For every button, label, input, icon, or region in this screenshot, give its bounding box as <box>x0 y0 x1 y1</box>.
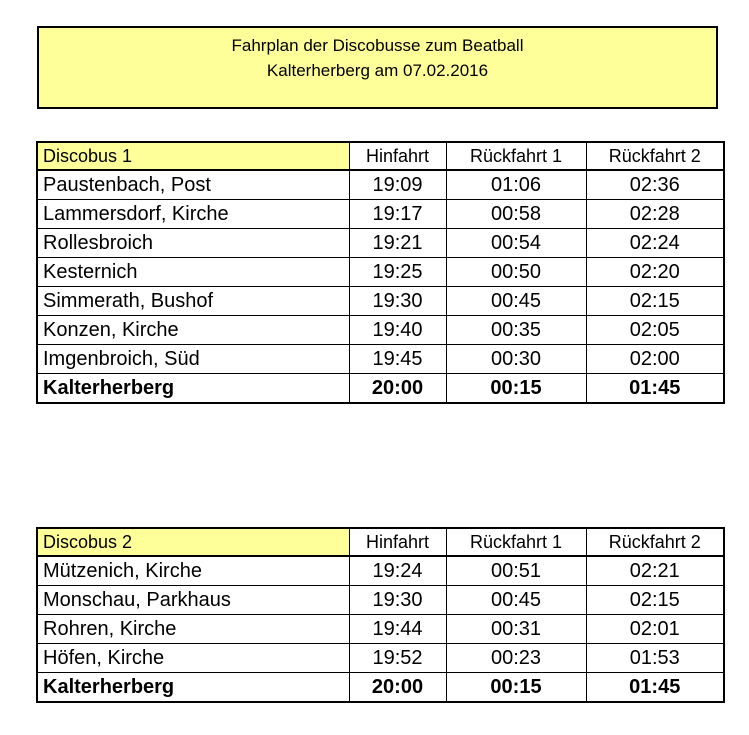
table-row <box>37 200 724 229</box>
time-rueckfahrt-2: 02:05 <box>586 316 724 345</box>
table-row-destination <box>37 673 724 703</box>
table-row <box>37 615 724 644</box>
stop-name: Simmerath, Bushof <box>37 287 349 316</box>
time-rueckfahrt-1: 00:15 <box>446 374 586 404</box>
bus-name: Discobus 1 <box>37 142 349 170</box>
time-hinfahrt: 19:40 <box>349 316 446 345</box>
time-hinfahrt: 19:30 <box>349 287 446 316</box>
stop-name: Mützenich, Kirche <box>37 556 349 586</box>
time-rueckfahrt-2: 02:01 <box>586 615 724 644</box>
table-row <box>37 556 724 586</box>
time-hinfahrt: 19:17 <box>349 200 446 229</box>
time-rueckfahrt-1: 00:45 <box>446 287 586 316</box>
time-rueckfahrt-2: 02:21 <box>586 556 724 586</box>
time-rueckfahrt-1: 00:15 <box>446 673 586 703</box>
time-hinfahrt: 19:45 <box>349 345 446 374</box>
table-row-destination <box>37 374 724 404</box>
time-rueckfahrt-2: 01:45 <box>586 374 724 404</box>
title-box <box>37 26 718 109</box>
stop-name: Kalterherberg <box>37 374 349 404</box>
table-row <box>37 586 724 615</box>
stop-name: Höfen, Kirche <box>37 644 349 673</box>
table-row <box>37 287 724 316</box>
time-rueckfahrt-2: 01:45 <box>586 673 724 703</box>
stop-name: Rohren, Kirche <box>37 615 349 644</box>
time-rueckfahrt-2: 01:53 <box>586 644 724 673</box>
stop-name: Paustenbach, Post <box>37 170 349 200</box>
time-rueckfahrt-2: 02:15 <box>586 287 724 316</box>
title-line-2: Kalterherberg am 07.02.2016 <box>266 61 489 80</box>
time-hinfahrt: 19:52 <box>349 644 446 673</box>
table-row <box>37 345 724 374</box>
time-rueckfahrt-2: 02:15 <box>586 586 724 615</box>
schedule-table-bus-1 <box>36 141 725 404</box>
time-rueckfahrt-1: 00:58 <box>446 200 586 229</box>
stop-name: Lammersdorf, Kirche <box>37 200 349 229</box>
time-rueckfahrt-2: 02:00 <box>586 345 724 374</box>
time-rueckfahrt-1: 00:51 <box>446 556 586 586</box>
stop-name: Konzen, Kirche <box>37 316 349 345</box>
table-header-row <box>37 528 724 556</box>
table-row <box>37 644 724 673</box>
time-rueckfahrt-1: 00:54 <box>446 229 586 258</box>
time-rueckfahrt-2: 02:20 <box>586 258 724 287</box>
time-rueckfahrt-2: 02:28 <box>586 200 724 229</box>
time-rueckfahrt-1: 00:30 <box>446 345 586 374</box>
time-hinfahrt: 19:09 <box>349 170 446 200</box>
time-rueckfahrt-1: 00:23 <box>446 644 586 673</box>
time-rueckfahrt-1: 00:50 <box>446 258 586 287</box>
time-hinfahrt: 20:00 <box>349 673 446 703</box>
time-rueckfahrt-2: 02:36 <box>586 170 724 200</box>
time-rueckfahrt-2: 02:24 <box>586 229 724 258</box>
column-header-rueckfahrt-2: Rückfahrt 2 <box>586 528 724 556</box>
column-header-rueckfahrt-2: Rückfahrt 2 <box>586 142 724 170</box>
stop-name: Imgenbroich, Süd <box>37 345 349 374</box>
schedule-table-bus-2 <box>36 527 725 703</box>
time-hinfahrt: 19:21 <box>349 229 446 258</box>
stop-name: Rollesbroich <box>37 229 349 258</box>
table-header-row <box>37 142 724 170</box>
stop-name: Kesternich <box>37 258 349 287</box>
time-hinfahrt: 20:00 <box>349 374 446 404</box>
stop-name: Kalterherberg <box>37 673 349 703</box>
table-row <box>37 170 724 200</box>
time-rueckfahrt-1: 00:31 <box>446 615 586 644</box>
title-line-1: Fahrplan der Discobusse zum Beatball <box>231 36 524 55</box>
time-rueckfahrt-1: 00:35 <box>446 316 586 345</box>
table-row <box>37 316 724 345</box>
stop-name: Monschau, Parkhaus <box>37 586 349 615</box>
column-header-rueckfahrt-1: Rückfahrt 1 <box>446 142 586 170</box>
bus-name: Discobus 2 <box>37 528 349 556</box>
column-header-hinfahrt: Hinfahrt <box>349 142 446 170</box>
table-row <box>37 229 724 258</box>
time-rueckfahrt-1: 01:06 <box>446 170 586 200</box>
time-hinfahrt: 19:30 <box>349 586 446 615</box>
column-header-rueckfahrt-1: Rückfahrt 1 <box>446 528 586 556</box>
column-header-hinfahrt: Hinfahrt <box>349 528 446 556</box>
time-hinfahrt: 19:44 <box>349 615 446 644</box>
table-row <box>37 258 724 287</box>
time-rueckfahrt-1: 00:45 <box>446 586 586 615</box>
time-hinfahrt: 19:24 <box>349 556 446 586</box>
time-hinfahrt: 19:25 <box>349 258 446 287</box>
